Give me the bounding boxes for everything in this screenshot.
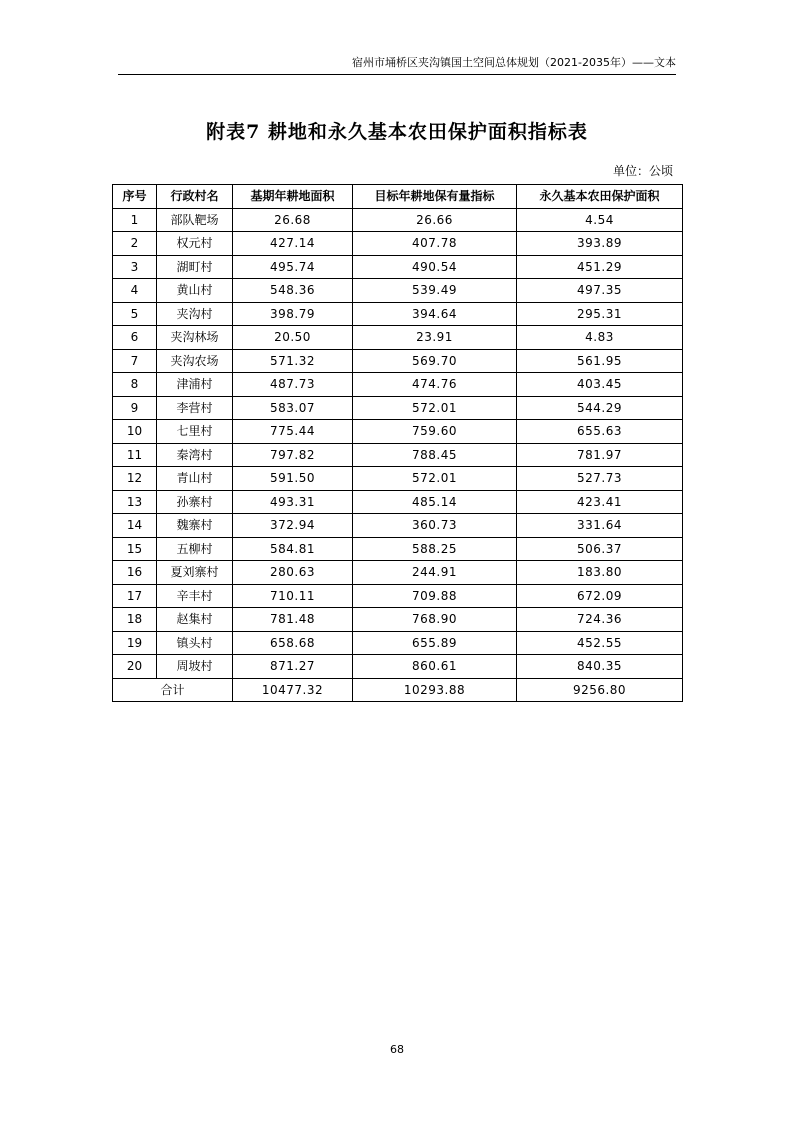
table-row bbox=[113, 232, 683, 256]
table-row bbox=[113, 302, 683, 326]
column-header-target-area: 目标年耕地保有量指标 bbox=[353, 185, 517, 209]
cell-no: 18 bbox=[113, 608, 157, 632]
cell-base-area: 584.81 bbox=[233, 537, 353, 561]
table-row bbox=[113, 443, 683, 467]
cell-target-area: 539.49 bbox=[353, 279, 517, 303]
cell-target-area: 759.60 bbox=[353, 420, 517, 444]
cell-base-area: 280.63 bbox=[233, 561, 353, 585]
table-row bbox=[113, 490, 683, 514]
cell-village: 孙寨村 bbox=[157, 490, 233, 514]
cell-protect-area: 527.73 bbox=[517, 467, 683, 491]
cell-base-area: 658.68 bbox=[233, 631, 353, 655]
cell-target-area: 768.90 bbox=[353, 608, 517, 632]
cell-no: 4 bbox=[113, 279, 157, 303]
column-header-village: 行政村名 bbox=[157, 185, 233, 209]
cell-no: 10 bbox=[113, 420, 157, 444]
cell-village: 夹沟村 bbox=[157, 302, 233, 326]
cell-no: 6 bbox=[113, 326, 157, 350]
cell-total-target-area: 10293.88 bbox=[353, 678, 517, 702]
table-title: 附表7 耕地和永久基本农田保护面积指标表 bbox=[206, 121, 588, 143]
table-row bbox=[113, 561, 683, 585]
cell-village: 赵集村 bbox=[157, 608, 233, 632]
cell-no: 19 bbox=[113, 631, 157, 655]
cell-target-area: 394.64 bbox=[353, 302, 517, 326]
table-body bbox=[113, 208, 683, 702]
cell-target-area: 572.01 bbox=[353, 467, 517, 491]
cell-base-area: 583.07 bbox=[233, 396, 353, 420]
cell-protect-area: 506.37 bbox=[517, 537, 683, 561]
cell-target-area: 569.70 bbox=[353, 349, 517, 373]
cell-base-area: 427.14 bbox=[233, 232, 353, 256]
cell-village: 权元村 bbox=[157, 232, 233, 256]
cell-protect-area: 295.31 bbox=[517, 302, 683, 326]
cell-no: 14 bbox=[113, 514, 157, 538]
cell-no: 12 bbox=[113, 467, 157, 491]
cell-protect-area: 561.95 bbox=[517, 349, 683, 373]
cell-total-base-area: 10477.32 bbox=[233, 678, 353, 702]
table-row bbox=[113, 373, 683, 397]
page-number: 68 bbox=[390, 1043, 404, 1056]
cell-village: 五柳村 bbox=[157, 537, 233, 561]
cell-no: 5 bbox=[113, 302, 157, 326]
column-header-protect-area: 永久基本农田保护面积 bbox=[517, 185, 683, 209]
table-row bbox=[113, 420, 683, 444]
cell-base-area: 591.50 bbox=[233, 467, 353, 491]
cell-village: 夏刘寨村 bbox=[157, 561, 233, 585]
cell-base-area: 781.48 bbox=[233, 608, 353, 632]
table-row bbox=[113, 584, 683, 608]
cell-target-area: 244.91 bbox=[353, 561, 517, 585]
cell-village: 周坡村 bbox=[157, 655, 233, 679]
table-row bbox=[113, 655, 683, 679]
cell-base-area: 493.31 bbox=[233, 490, 353, 514]
table-row bbox=[113, 255, 683, 279]
cell-target-area: 407.78 bbox=[353, 232, 517, 256]
cell-target-area: 474.76 bbox=[353, 373, 517, 397]
cell-protect-area: 544.29 bbox=[517, 396, 683, 420]
cell-no: 20 bbox=[113, 655, 157, 679]
table-row bbox=[113, 631, 683, 655]
cell-village: 辛丰村 bbox=[157, 584, 233, 608]
cell-target-area: 572.01 bbox=[353, 396, 517, 420]
table-row bbox=[113, 608, 683, 632]
cell-protect-area: 183.80 bbox=[517, 561, 683, 585]
cell-target-area: 360.73 bbox=[353, 514, 517, 538]
cell-protect-area: 451.29 bbox=[517, 255, 683, 279]
cell-village: 夹沟农场 bbox=[157, 349, 233, 373]
cell-base-area: 495.74 bbox=[233, 255, 353, 279]
cell-village: 七里村 bbox=[157, 420, 233, 444]
cell-target-area: 23.91 bbox=[353, 326, 517, 350]
cell-village: 魏寨村 bbox=[157, 514, 233, 538]
cell-base-area: 871.27 bbox=[233, 655, 353, 679]
cell-protect-area: 403.45 bbox=[517, 373, 683, 397]
table-row bbox=[113, 349, 683, 373]
running-header: 宿州市埇桥区夹沟镇国土空间总体规划（2021-2035年）——文本 bbox=[118, 56, 676, 75]
cell-village: 镇头村 bbox=[157, 631, 233, 655]
cell-no: 9 bbox=[113, 396, 157, 420]
table-header-row bbox=[113, 185, 683, 209]
cell-no: 8 bbox=[113, 373, 157, 397]
cell-no: 17 bbox=[113, 584, 157, 608]
cell-protect-area: 393.89 bbox=[517, 232, 683, 256]
cell-village: 青山村 bbox=[157, 467, 233, 491]
column-header-no: 序号 bbox=[113, 185, 157, 209]
cell-village: 部队靶场 bbox=[157, 208, 233, 232]
table-row bbox=[113, 279, 683, 303]
cell-total-label: 合计 bbox=[113, 678, 233, 702]
cell-no: 1 bbox=[113, 208, 157, 232]
table-row bbox=[113, 537, 683, 561]
cell-village: 李营村 bbox=[157, 396, 233, 420]
cell-protect-area: 672.09 bbox=[517, 584, 683, 608]
cell-base-area: 571.32 bbox=[233, 349, 353, 373]
cell-base-area: 26.68 bbox=[233, 208, 353, 232]
cell-village: 夹沟林场 bbox=[157, 326, 233, 350]
cell-target-area: 788.45 bbox=[353, 443, 517, 467]
cell-target-area: 485.14 bbox=[353, 490, 517, 514]
cell-base-area: 797.82 bbox=[233, 443, 353, 467]
cell-protect-area: 724.36 bbox=[517, 608, 683, 632]
cell-base-area: 548.36 bbox=[233, 279, 353, 303]
table-total-row bbox=[113, 678, 683, 702]
cell-no: 7 bbox=[113, 349, 157, 373]
cell-village: 湖町村 bbox=[157, 255, 233, 279]
cell-village: 秦湾村 bbox=[157, 443, 233, 467]
table-row bbox=[113, 514, 683, 538]
cell-target-area: 26.66 bbox=[353, 208, 517, 232]
cell-protect-area: 4.83 bbox=[517, 326, 683, 350]
cell-protect-area: 497.35 bbox=[517, 279, 683, 303]
cell-no: 15 bbox=[113, 537, 157, 561]
cell-base-area: 372.94 bbox=[233, 514, 353, 538]
cell-protect-area: 840.35 bbox=[517, 655, 683, 679]
table-row bbox=[113, 467, 683, 491]
cell-protect-area: 4.54 bbox=[517, 208, 683, 232]
cell-no: 3 bbox=[113, 255, 157, 279]
cell-protect-area: 423.41 bbox=[517, 490, 683, 514]
table-row bbox=[113, 326, 683, 350]
farmland-index-table bbox=[112, 184, 683, 702]
cell-village: 黄山村 bbox=[157, 279, 233, 303]
cell-no: 11 bbox=[113, 443, 157, 467]
table-row bbox=[113, 396, 683, 420]
cell-target-area: 490.54 bbox=[353, 255, 517, 279]
cell-protect-area: 655.63 bbox=[517, 420, 683, 444]
unit-label: 单位：公顷 bbox=[612, 164, 673, 178]
cell-no: 16 bbox=[113, 561, 157, 585]
table-row bbox=[113, 208, 683, 232]
cell-base-area: 487.73 bbox=[233, 373, 353, 397]
cell-no: 13 bbox=[113, 490, 157, 514]
cell-protect-area: 331.64 bbox=[517, 514, 683, 538]
cell-protect-area: 452.55 bbox=[517, 631, 683, 655]
cell-no: 2 bbox=[113, 232, 157, 256]
cell-village: 津浦村 bbox=[157, 373, 233, 397]
cell-base-area: 710.11 bbox=[233, 584, 353, 608]
column-header-base-area: 基期年耕地面积 bbox=[233, 185, 353, 209]
cell-base-area: 20.50 bbox=[233, 326, 353, 350]
cell-protect-area: 781.97 bbox=[517, 443, 683, 467]
cell-base-area: 398.79 bbox=[233, 302, 353, 326]
cell-target-area: 709.88 bbox=[353, 584, 517, 608]
cell-target-area: 655.89 bbox=[353, 631, 517, 655]
cell-target-area: 860.61 bbox=[353, 655, 517, 679]
cell-target-area: 588.25 bbox=[353, 537, 517, 561]
cell-total-protect-area: 9256.80 bbox=[517, 678, 683, 702]
cell-base-area: 775.44 bbox=[233, 420, 353, 444]
